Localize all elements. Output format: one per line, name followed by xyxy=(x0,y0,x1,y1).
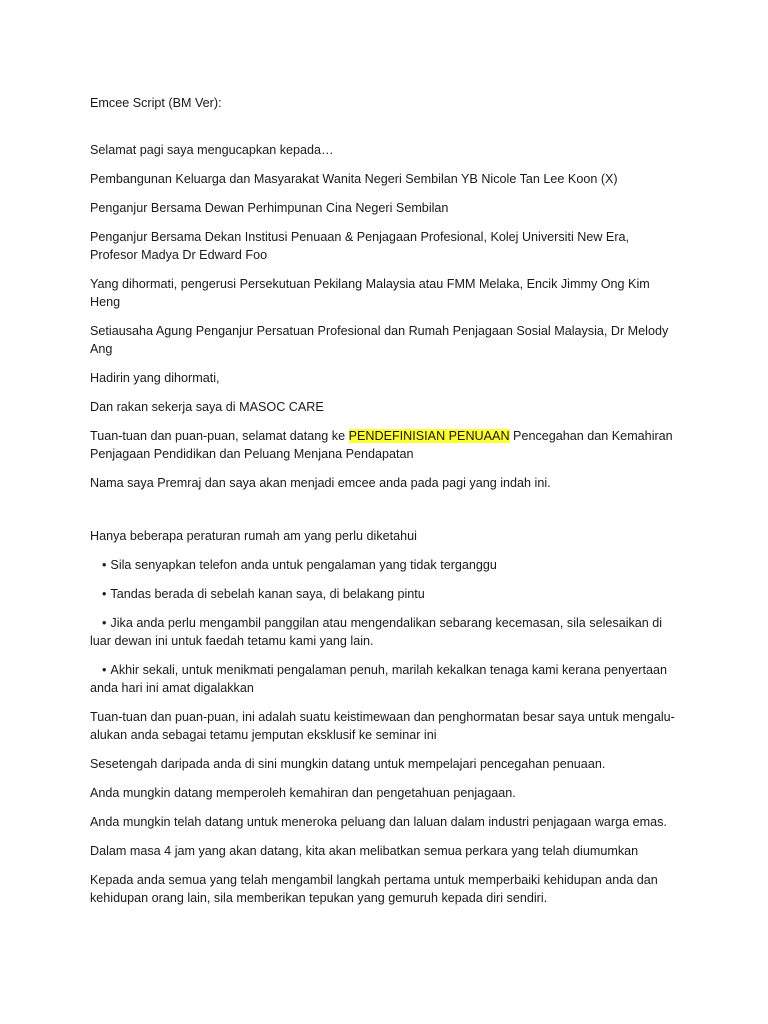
paragraph-guest-1: Pembangunan Keluarga dan Masyarakat Wanita Negeri Sembilan YB Nicole Tan Lee Koon (X) xyxy=(90,172,618,186)
paragraph-welcome xyxy=(90,427,680,463)
highlighted-event-name: PENDEFINISIAN PENUAAN xyxy=(348,429,510,443)
bullet-icon: • xyxy=(102,616,107,630)
bullet-icon: • xyxy=(102,558,107,572)
rules-heading: Hanya beberapa peraturan rumah am yang perlu diketahui xyxy=(90,529,417,543)
paragraph-closing-5: Dalam masa 4 jam yang akan datang, kita akan melibatkan semua perkara yang telah diumumkan xyxy=(90,844,639,858)
document-body xyxy=(90,94,680,918)
paragraph-colleagues: Dan rakan sekerja saya di MASOC CARE xyxy=(90,400,324,414)
paragraph-greeting: Selamat pagi saya mengucapkan kepada… xyxy=(90,143,334,157)
bullet-item xyxy=(90,661,680,697)
paragraph-closing-6: Kepada anda semua yang telah mengambil langkah pertama untuk memperbaiki kehidupan anda dan kehidupan orang lain, sila memberikan tepukan yang gemuruh kepada diri sendiri. xyxy=(90,873,658,905)
bullet-icon: • xyxy=(102,587,107,601)
bullet-text: Akhir sekali, untuk menikmati pengalaman penuh, marilah kekalkan tenaga kami kerana penyertaan anda hari ini amat digalakkan xyxy=(90,663,667,695)
welcome-text-before: Tuan-tuan dan puan-puan, selamat datang ke xyxy=(90,429,349,443)
paragraph-closing-4: Anda mungkin telah datang untuk meneroka peluang dan laluan dalam industri penjagaan warga emas. xyxy=(90,815,667,829)
bullet-text: Sila senyapkan telefon anda untuk pengalaman yang tidak terganggu xyxy=(110,558,497,572)
bullet-icon: • xyxy=(102,663,107,677)
bullet-text: Jika anda perlu mengambil panggilan atau mengendalikan sebarang kecemasan, sila selesaikan di luar dewan ini untuk faedah tetamu kami yang lain. xyxy=(90,616,663,648)
bullet-item xyxy=(90,556,680,574)
document-title: Emcee Script (BM Ver): xyxy=(90,96,222,110)
paragraph-closing-1: Tuan-tuan dan puan-puan, ini adalah suatu keistimewaan dan penghormatan besar saya untuk mengalu-alukan anda sebagai tetamu jemputan eksklusif ke seminar ini xyxy=(90,710,675,742)
paragraph-guest-5: Setiausaha Agung Penganjur Persatuan Profesional dan Rumah Penjagaan Sosial Malaysia, Dr Melody Ang xyxy=(90,324,669,356)
paragraph-guest-4: Yang dihormati, pengerusi Persekutuan Pekilang Malaysia atau FMM Melaka, Encik Jimmy Ong Kim Heng xyxy=(90,277,650,309)
paragraph-closing-2: Sesetengah daripada anda di sini mungkin datang untuk mempelajari pencegahan penuaan. xyxy=(90,757,606,771)
bullet-item xyxy=(90,614,680,650)
welcome-text-after: Pencegahan dan Kemahiran Penjagaan Pendidikan dan Peluang Menjana Pendapatan xyxy=(90,429,673,461)
bullet-text: Tandas berada di sebelah kanan saya, di belakang pintu xyxy=(110,587,425,601)
paragraph-intro: Nama saya Premraj dan saya akan menjadi emcee anda pada pagi yang indah ini. xyxy=(90,476,551,490)
paragraph-guest-2: Penganjur Bersama Dewan Perhimpunan Cina Negeri Sembilan xyxy=(90,201,449,215)
paragraph-audience: Hadirin yang dihormati, xyxy=(90,371,220,385)
paragraph-closing-3: Anda mungkin datang memperoleh kemahiran dan pengetahuan penjagaan. xyxy=(90,786,516,800)
paragraph-guest-3: Penganjur Bersama Dekan Institusi Penuaan & Penjagaan Profesional, Kolej Universiti New Era, Profesor Madya Dr Edward Foo xyxy=(90,230,630,262)
bullet-item xyxy=(90,585,680,603)
